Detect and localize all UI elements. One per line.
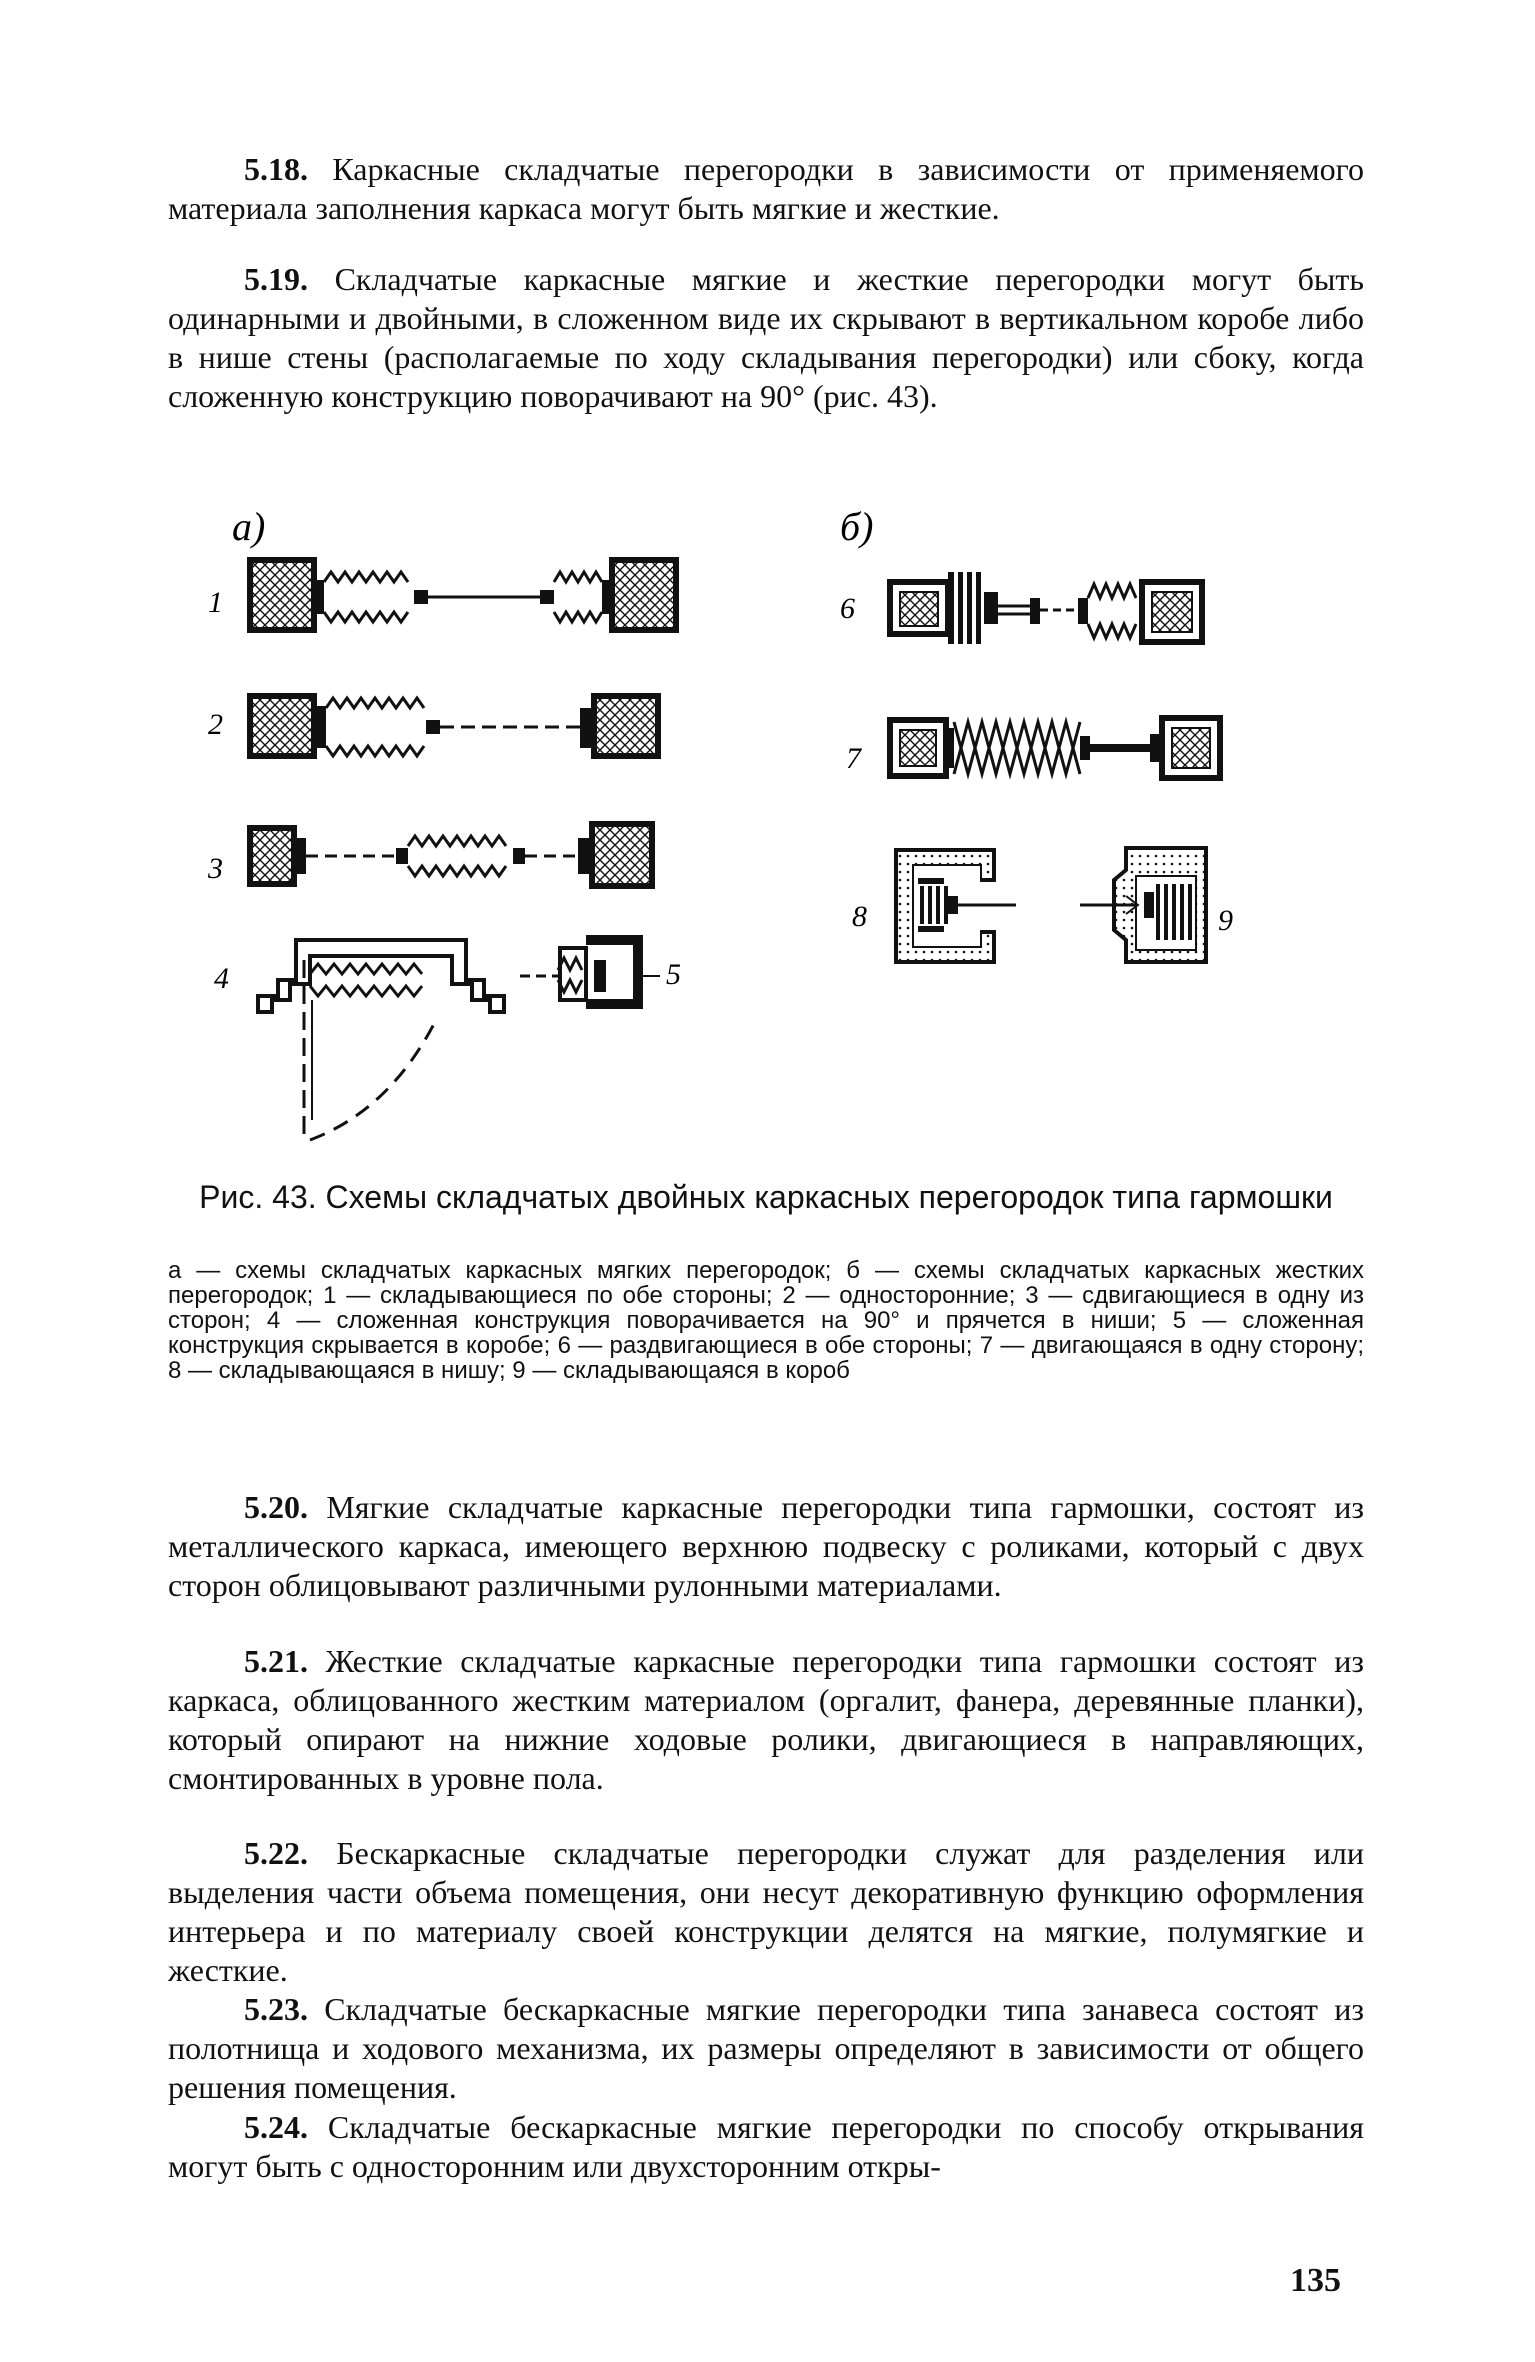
- scheme-4: [214, 940, 504, 1140]
- label-2: 2: [208, 708, 223, 741]
- label-5: 5: [666, 958, 681, 991]
- paragraph-number: 5.19.: [244, 261, 308, 297]
- paragraph-number: 5.23.: [244, 1991, 308, 2027]
- paragraph-5-21: [168, 1642, 1364, 1798]
- paragraph-text: Складчатые каркасные мягкие и жесткие перегородки могут быть одинарными и двойными, в сложенном виде их скрывают в вертикальном коробе либо в нише стены (располагаемые по ходу складывания перегородки) или сбоку, когда сложенную конструкцию поворачивают на 90° (рис. 43).: [168, 261, 1365, 414]
- label-8: 8: [852, 900, 867, 933]
- group-a-label: a): [232, 504, 266, 549]
- scheme-7: [846, 718, 1220, 778]
- label-4: 4: [214, 962, 229, 995]
- label-7: 7: [846, 742, 861, 775]
- paragraph-5-23: [168, 1990, 1364, 2107]
- label-9: 9: [1218, 904, 1233, 937]
- scheme-2: [208, 696, 658, 756]
- paragraph-5-20: [168, 1488, 1364, 1605]
- scheme-8: [852, 850, 1016, 962]
- figure-caption-text: Схемы складчатых двойных каркасных перегородок типа гармошки: [325, 1179, 1333, 1215]
- paragraph-text: Бескаркасные складчатые перегородки служат для разделения или выделения части объема помещения, они несут декоративную функцию оформления интерьера и по материалу своей конструкции делятся на мягкие, полумягкие и жесткие.: [168, 1835, 1364, 1988]
- scheme-3: [207, 824, 652, 886]
- paragraph-text: Мягкие складчатые каркасные перегородки типа гармошки, состоят из металлического каркаса, имеющего верхнюю подвеску с роликами, который с двух сторон облицовывают различными рулонными материалами.: [168, 1489, 1365, 1603]
- scheme-1: [208, 560, 676, 630]
- paragraph-number: 5.22.: [244, 1835, 308, 1871]
- label-1: 1: [208, 586, 223, 619]
- paragraph-text: Жесткие складчатые каркасные перегородки типа гармошки состоят из каркаса, облицованного жестким материалом (оргалит, фанера, деревянные планки), который опирают на нижние ходовые ролики, двигающиеся в направляющих, смонтированных в уровне пола.: [168, 1643, 1365, 1796]
- figure-caption-legend: а — схемы складчатых каркасных мягких перегородок; б — схемы складчатых каркасных жестких перегородок; 1 — складывающиеся по обе стороны; 2 — односторонние; 3 — сдвигающиеся в одну из сторон; 4 — сложенная конструкция поворачивается на 90° и прячется в ниши; 5 — сложенная конструкция скрывается в коробе; 6 — раздвигающиеся в обе стороны; 7 — двигающаяся в одну сторону; 8 — складывающаяся в нишу; 9 — складывающаяся в короб: [168, 1257, 1364, 1384]
- label-3: 3: [208, 852, 223, 885]
- paragraph-text: Складчатые бескаркасные мягкие перегородки типа занавеса состоят из полотнища и ходового механизма, их размеры определяют в зависимости от общего решения помещения.: [168, 1991, 1365, 2105]
- group-b-label: б): [840, 504, 874, 549]
- paragraph-number: 5.20.: [244, 1489, 308, 1525]
- paragraph-text: Складчатые бескаркасные мягкие перегородки по способу открывания могут быть с односторонним или двухсторонним откры-: [168, 2109, 1365, 2184]
- paragraph-number: 5.21.: [244, 1643, 308, 1679]
- label-6: 6: [840, 592, 855, 625]
- scheme-6: [840, 572, 1202, 644]
- paragraph-5-18: [168, 150, 1364, 228]
- paragraph-5-22: [168, 1834, 1364, 1990]
- paragraph-5-24: [168, 2108, 1364, 2186]
- paragraph-5-19: [168, 260, 1364, 416]
- paragraph-number: 5.18.: [244, 151, 308, 187]
- scheme-5: [520, 940, 681, 1004]
- figure-caption-title: [168, 1178, 1364, 1216]
- paragraph-number: 5.24.: [244, 2109, 308, 2145]
- page-number: 135: [1290, 2262, 1341, 2299]
- figure-caption-label: Рис. 43.: [199, 1179, 317, 1215]
- scheme-9: [1080, 848, 1233, 962]
- figure-43: [160, 500, 1370, 1160]
- paragraph-text: Каркасные складчатые перегородки в зависимости от применяемого материала заполнения каркаса могут быть мягкие и жесткие.: [168, 151, 1365, 226]
